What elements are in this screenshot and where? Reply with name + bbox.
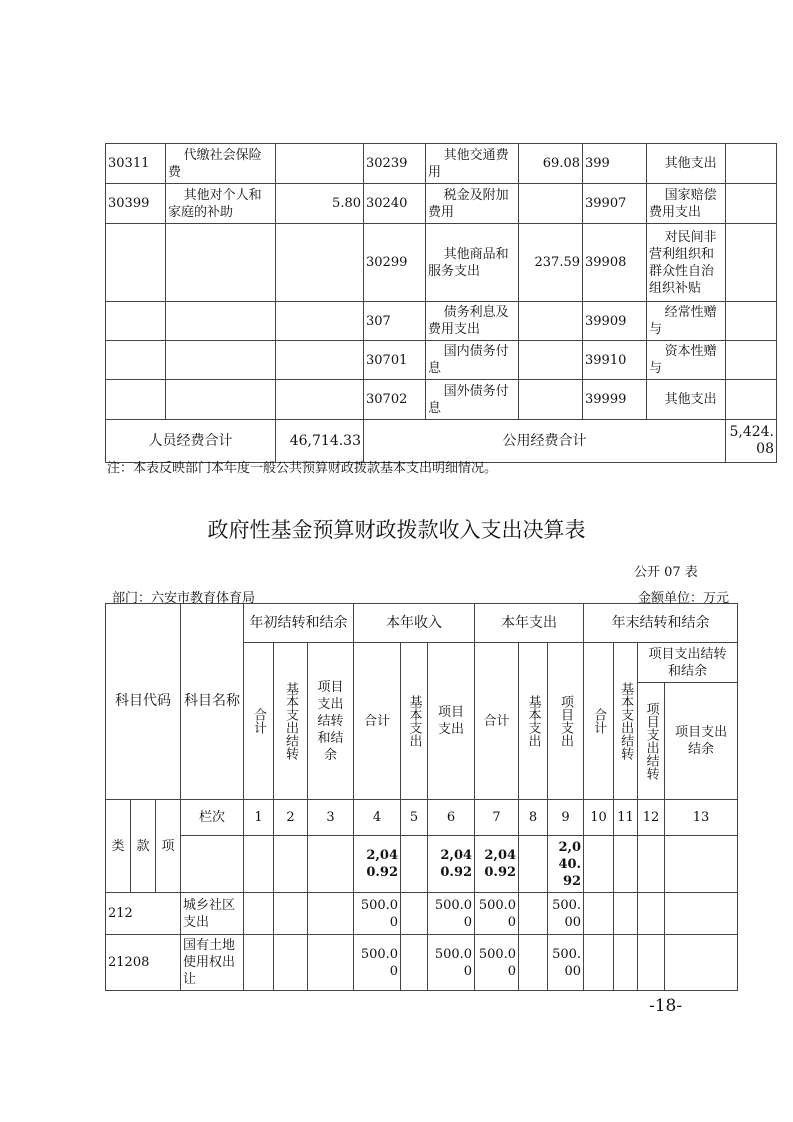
row-amount-other (726, 184, 777, 224)
row-amount-public (519, 184, 583, 224)
col-index: 9 (548, 800, 584, 836)
row-amount-other (726, 144, 777, 184)
row-amount-other (726, 302, 777, 341)
col-index: 7 (475, 800, 519, 836)
g3-project: 项目支出 (558, 695, 574, 747)
header-closing-balance: 年末结转和结余 (584, 604, 738, 643)
row-c4: 500.00 (354, 935, 401, 991)
row-code-public: 30239 (364, 144, 426, 184)
row-code-personnel: 30399 (106, 184, 166, 224)
row-c9: 500.00 (548, 893, 584, 935)
row-name-public: 债务利息及费用支出 (426, 302, 519, 341)
col-index: 6 (428, 800, 475, 836)
col-index: 3 (308, 800, 354, 836)
g1-total: 合计 (251, 708, 267, 734)
col-index: 8 (519, 800, 548, 836)
total-c6: 2,040.92 (428, 836, 475, 893)
row-amount-public: 237.59 (519, 224, 583, 302)
table-row (106, 341, 777, 380)
table-row (106, 380, 777, 420)
basic-expenditure-table (105, 143, 777, 463)
g1-basic: 基本支出结转 (283, 682, 299, 760)
g4-project-balance: 项目支出结余 (665, 683, 738, 800)
row-code-other: 39907 (583, 184, 647, 224)
row-name-public: 其他商品和服务支出 (426, 224, 519, 302)
g4-project-group: 项目支出结转和结余 (638, 643, 738, 683)
row-code-other: 399 (583, 144, 647, 184)
col-index: 5 (401, 800, 428, 836)
header-xiang: 项 (156, 800, 181, 893)
col-index: 4 (354, 800, 401, 836)
row-amount-personnel (276, 341, 364, 380)
row-code-personnel (106, 380, 166, 420)
row-code-public: 30299 (364, 224, 426, 302)
row-code-other: 39910 (583, 341, 647, 380)
col-index: 1 (244, 800, 274, 836)
row-amount-other (726, 380, 777, 420)
g3-total: 合计 (475, 643, 519, 800)
public-total-label: 公用经费合计 (364, 420, 726, 463)
g3-basic: 基本支出 (525, 695, 541, 747)
row-name-personnel (166, 302, 276, 341)
row-name-personnel: 其他对个人和家庭的补助 (166, 184, 276, 224)
col-index: 12 (638, 800, 665, 836)
row-code-public: 307 (364, 302, 426, 341)
fund-budget-table (105, 603, 738, 991)
row-name-public: 其他交通费用 (426, 144, 519, 184)
row-code: 21208 (106, 935, 181, 991)
row-amount-public: 69.08 (519, 144, 583, 184)
col-index: 10 (584, 800, 614, 836)
total-c2 (274, 836, 308, 893)
row-name-other: 经常性赠与 (647, 302, 726, 341)
col-index: 13 (665, 800, 738, 836)
header-kuan: 款 (131, 800, 156, 893)
table-row (106, 935, 738, 991)
g2-basic: 基本支出 (406, 695, 422, 747)
table-row (106, 302, 777, 341)
header-code: 科目代码 (106, 604, 181, 800)
total-c10 (584, 836, 614, 893)
g2-project: 项目支出 (428, 643, 475, 800)
unit-label: 金额单位：万元 (638, 591, 730, 606)
total-c9: 2,040.92 (548, 836, 584, 893)
total-c8 (519, 836, 548, 893)
row-name-public: 国内债务付息 (426, 341, 519, 380)
row-code-personnel (106, 341, 166, 380)
row-c7: 500.00 (475, 893, 519, 935)
table-row (106, 224, 777, 302)
row-amount-other (726, 224, 777, 302)
total-c11 (614, 836, 638, 893)
row-code-personnel (106, 224, 166, 302)
row-code-public: 30702 (364, 380, 426, 420)
row-amount-public (519, 380, 583, 420)
table-row (106, 144, 777, 184)
g4-basic: 基本支出结转 (618, 682, 634, 760)
form-number: 公开 07 表 (634, 565, 698, 580)
total-c3 (308, 836, 354, 893)
row-name-other: 国家赔偿费用支出 (647, 184, 726, 224)
row-name-personnel: 代缴社会保险费 (166, 144, 276, 184)
row-name-public: 国外债务付息 (426, 380, 519, 420)
total-c12 (638, 836, 665, 893)
public-total-value: 5,424.08 (726, 420, 777, 463)
row-code-personnel (106, 302, 166, 341)
row-name-other: 资本性赠与 (647, 341, 726, 380)
header-opening-balance: 年初结转和结余 (244, 604, 354, 643)
table-row (106, 893, 738, 935)
table-row (106, 184, 777, 224)
row-c7: 500.00 (475, 935, 519, 991)
department-label: 部门：六安市教育体育局 (112, 591, 256, 606)
row-code-other: 39999 (583, 380, 647, 420)
personnel-total-value: 46,714.33 (276, 420, 364, 463)
g4-project-carry: 项目支出结转 (643, 702, 659, 780)
total-row (106, 836, 738, 893)
row-amount-personnel (276, 224, 364, 302)
row-c6: 500.00 (428, 935, 475, 991)
row-amount-personnel (276, 144, 364, 184)
g1-project: 项目支出结转和结余 (308, 643, 354, 800)
row-code-other: 39909 (583, 302, 647, 341)
g4-total: 合计 (591, 708, 607, 734)
row-name-personnel (166, 341, 276, 380)
total-c1 (244, 836, 274, 893)
personnel-total-label: 人员经费合计 (106, 420, 276, 463)
col-index: 11 (614, 800, 638, 836)
row-code-other: 39908 (583, 224, 647, 302)
row-code: 212 (106, 893, 181, 935)
header-lei: 类 (106, 800, 131, 893)
total-c5 (401, 836, 428, 893)
row-amount-personnel (276, 380, 364, 420)
row-name: 城乡社区支出 (181, 893, 244, 935)
page-title: 政府性基金预算财政拨款收入支出决算表 (207, 518, 586, 542)
row-c4: 500.00 (354, 893, 401, 935)
row-name: 国有土地使用权出让 (181, 935, 244, 991)
g2-total: 合计 (354, 643, 401, 800)
row-code-public: 30701 (364, 341, 426, 380)
total-c13 (665, 836, 738, 893)
row-name-other: 其他支出 (647, 144, 726, 184)
header-lanci: 栏次 (181, 800, 244, 836)
row-c9: 500.00 (548, 935, 584, 991)
row-c6: 500.00 (428, 893, 475, 935)
column-index-row (106, 800, 738, 836)
row-code-public: 30240 (364, 184, 426, 224)
row-code-personnel: 30311 (106, 144, 166, 184)
table-note: 注：本表反映部门本年度一般公共预算财政拨款基本支出明细情况。 (107, 461, 498, 476)
row-amount-public (519, 341, 583, 380)
row-name-personnel (166, 380, 276, 420)
col-index: 2 (274, 800, 308, 836)
row-name-personnel (166, 224, 276, 302)
page-number: -18- (649, 996, 683, 1016)
row-amount-other (726, 341, 777, 380)
row-name-public: 税金及附加费用 (426, 184, 519, 224)
header-name: 科目名称 (181, 604, 244, 800)
header-expenditure: 本年支出 (475, 604, 584, 643)
total-c4: 2,040.92 (354, 836, 401, 893)
row-name-other: 其他支出 (647, 380, 726, 420)
total-c7: 2,040.92 (475, 836, 519, 893)
row-amount-personnel: 5.80 (276, 184, 364, 224)
row-amount-public (519, 302, 583, 341)
row-amount-personnel (276, 302, 364, 341)
row-name-other: 对民间非营利组织和群众性自治组织补贴 (647, 224, 726, 302)
header-income: 本年收入 (354, 604, 475, 643)
